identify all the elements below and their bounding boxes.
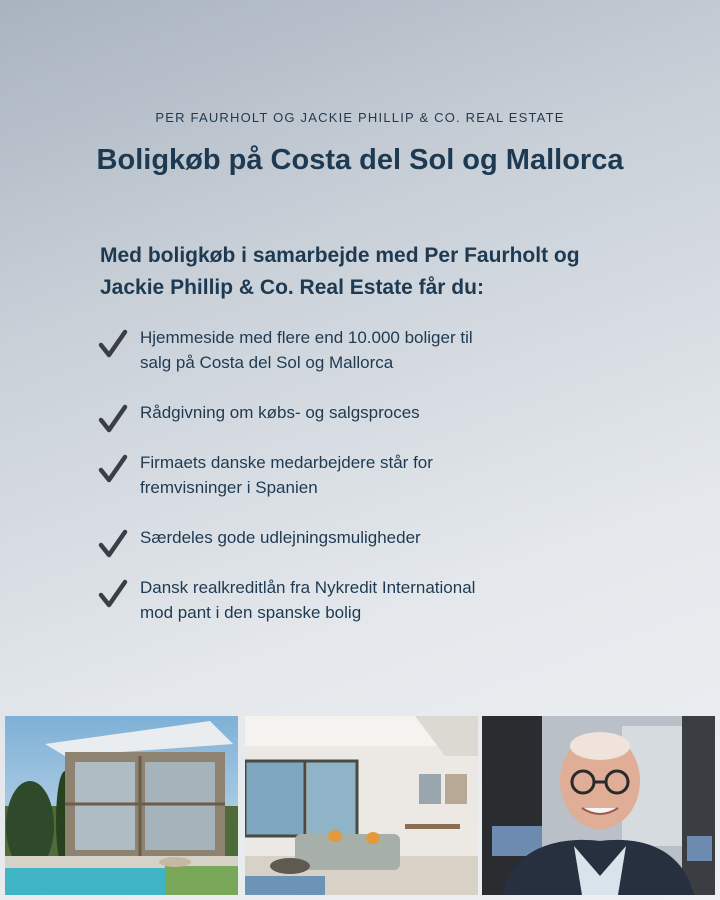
benefit-line-2: fremvisninger i Spanien bbox=[140, 478, 318, 497]
villa-photo bbox=[5, 716, 238, 895]
intro-line-1: Med boligkøb i samarbejde med Per Faurholt og bbox=[100, 244, 580, 267]
benefit-item bbox=[98, 525, 658, 550]
benefit-item bbox=[98, 575, 658, 625]
checkmark-icon bbox=[98, 404, 128, 434]
intro-line-2: Jackie Phillip & Co. Real Estate får du: bbox=[100, 276, 484, 299]
company-name: PER FAURHOLT OG JACKIE PHILLIP & CO. REAL ESTATE bbox=[155, 110, 565, 125]
photo-strip bbox=[5, 716, 715, 896]
checkmark-icon bbox=[98, 529, 128, 559]
checkmark-icon bbox=[98, 579, 128, 609]
benefit-line-1: Firmaets danske medarbejdere står for bbox=[140, 453, 433, 472]
portrait-photo bbox=[482, 716, 715, 895]
benefit-line-1: Særdeles gode udlejningsmuligheder bbox=[140, 528, 421, 547]
benefit-line-1: Hjemmeside med flere end 10.000 boliger til bbox=[140, 328, 473, 347]
page-title: Boligkøb på Costa del Sol og Mallorca bbox=[96, 144, 624, 176]
intro-text bbox=[100, 240, 680, 304]
checkmark-icon bbox=[98, 329, 128, 359]
benefit-item bbox=[98, 325, 658, 375]
interior-photo bbox=[245, 716, 478, 895]
benefit-item bbox=[98, 450, 658, 500]
benefit-list bbox=[98, 325, 658, 625]
checkmark-icon bbox=[98, 454, 128, 484]
benefit-line-2: mod pant i den spanske bolig bbox=[140, 603, 362, 622]
benefit-line-2: salg på Costa del Sol og Mallorca bbox=[140, 353, 394, 372]
benefit-line-1: Rådgivning om købs- og salgsproces bbox=[140, 403, 420, 422]
benefit-line-1: Dansk realkreditlån fra Nykredit International bbox=[140, 578, 476, 597]
benefit-item bbox=[98, 400, 658, 425]
